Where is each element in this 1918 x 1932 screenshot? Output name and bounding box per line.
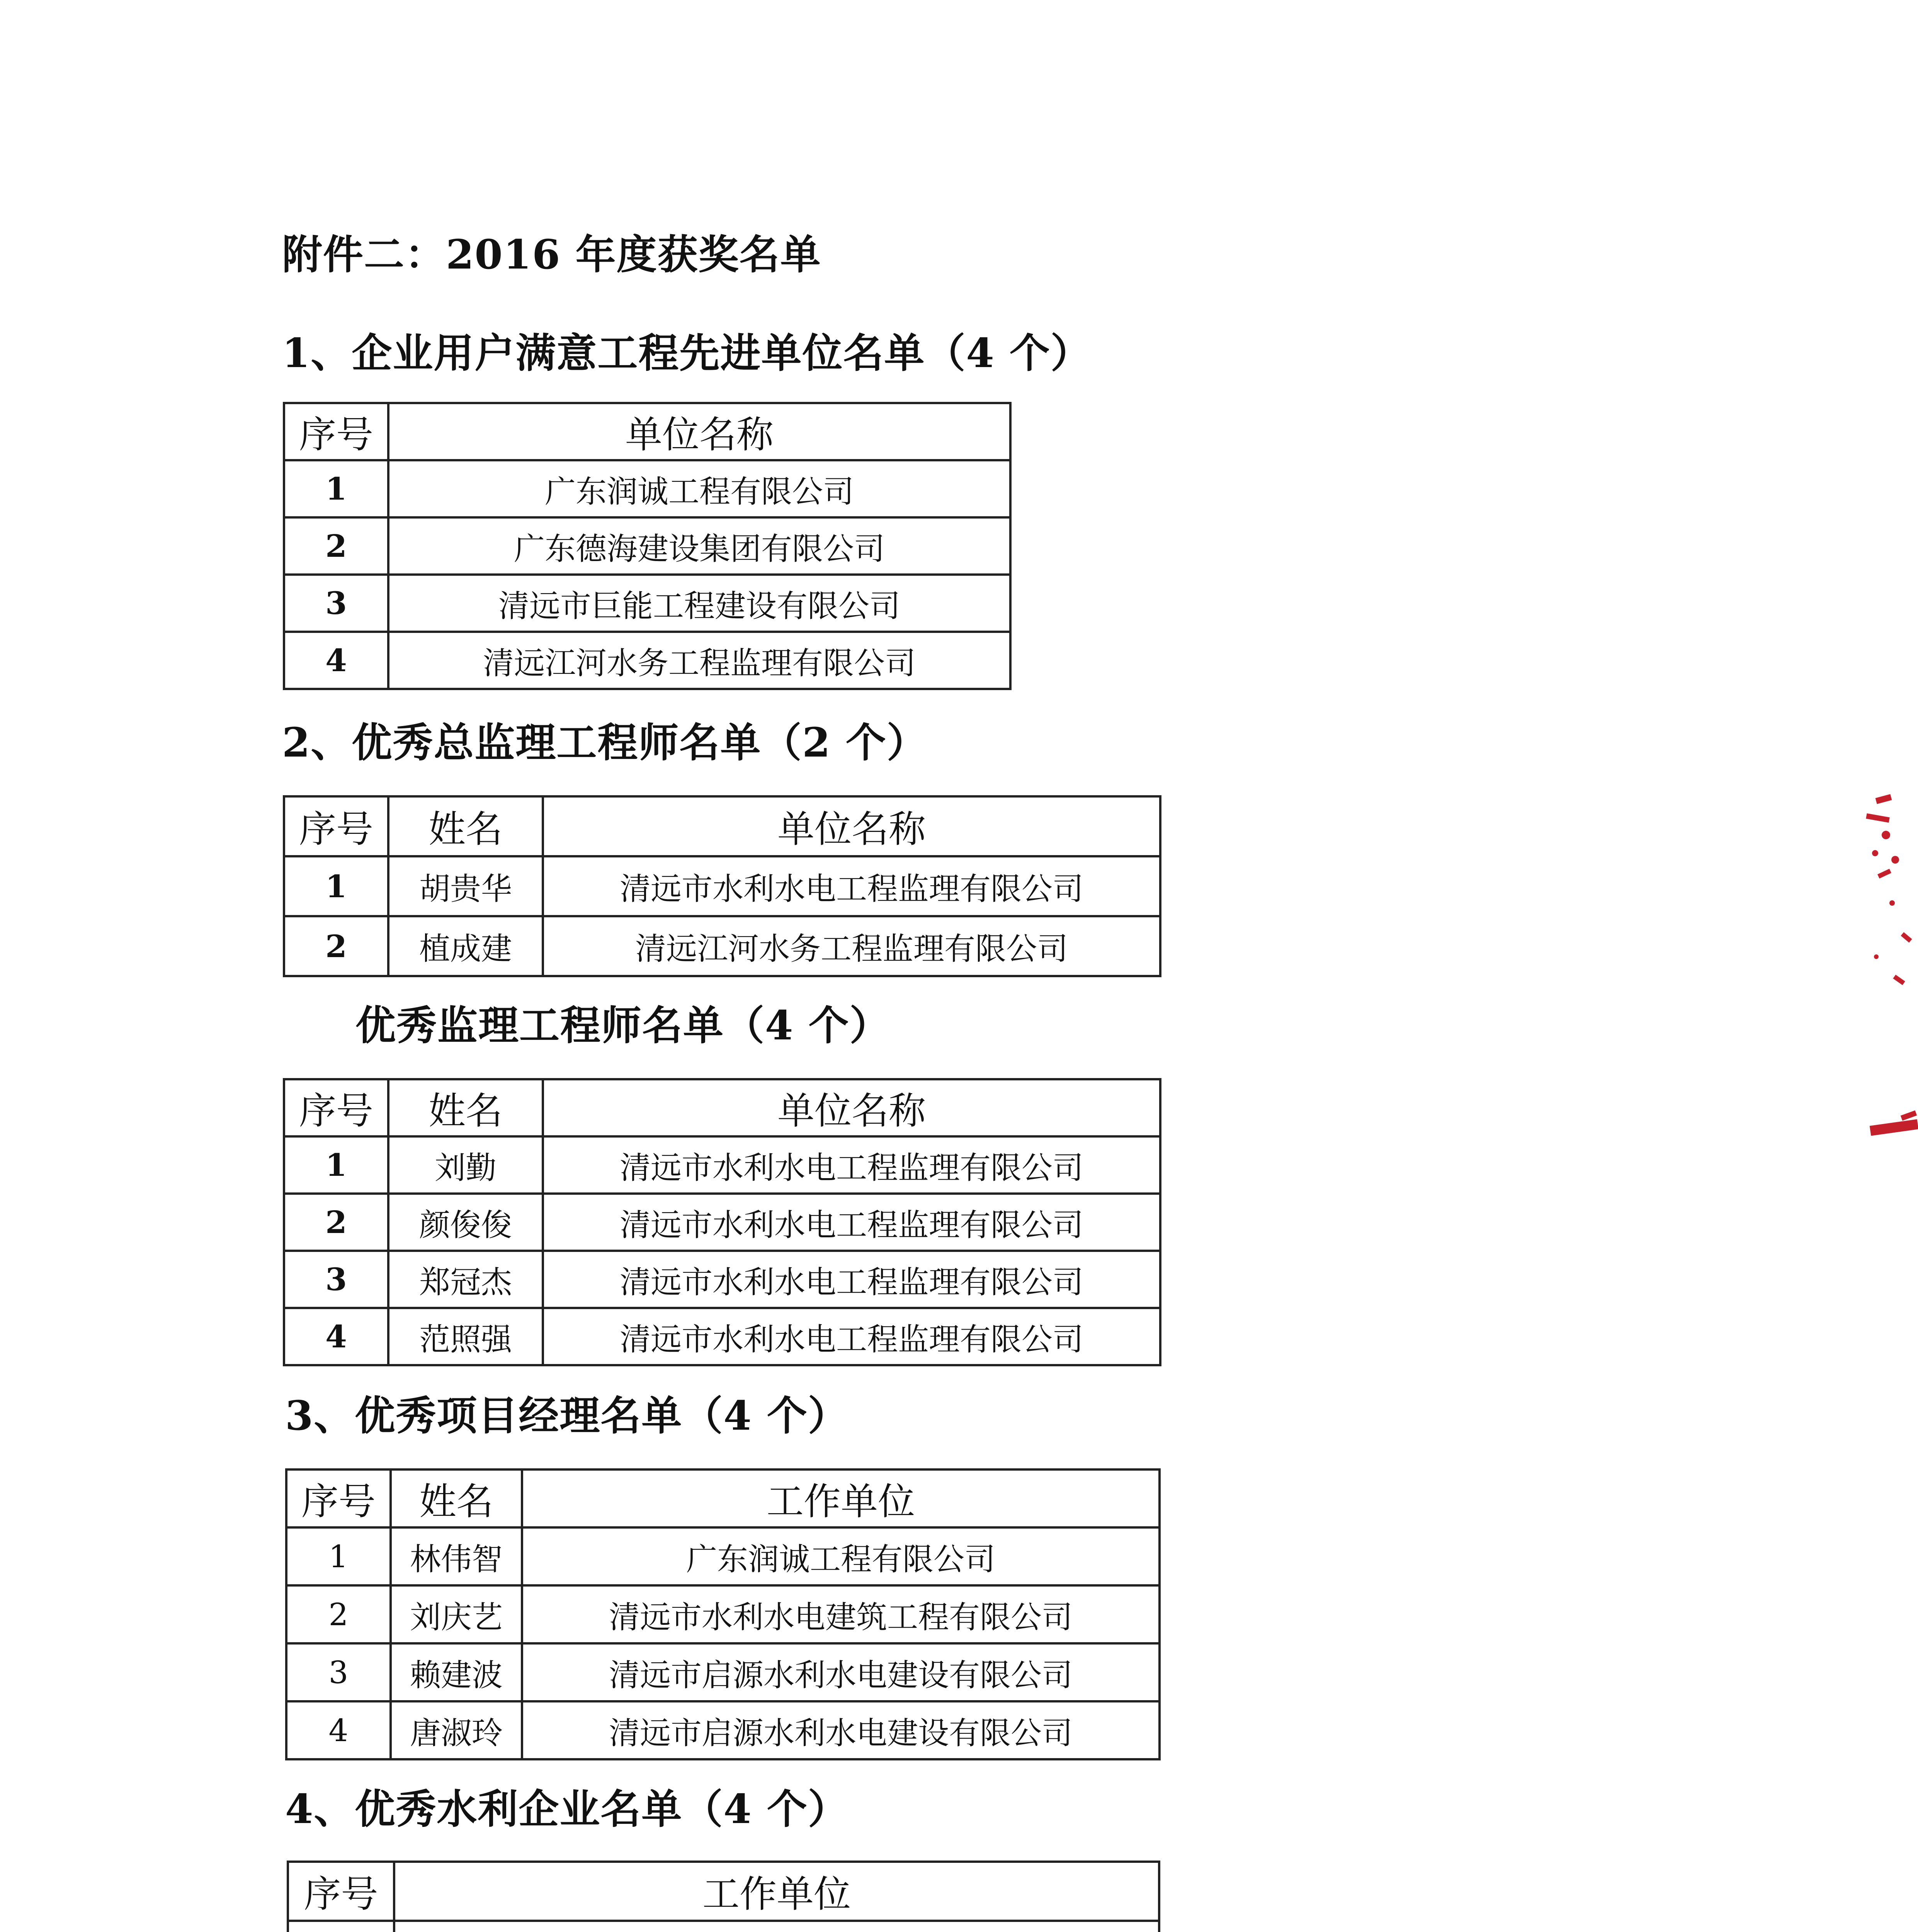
cell-unit: 广东德海建设集团有限公司 <box>388 517 1010 575</box>
header-unit: 单位名称 <box>388 403 1010 460</box>
header-index: 序号 <box>284 796 388 856</box>
table-row <box>284 575 1010 632</box>
cell-index: 4 <box>284 632 388 689</box>
cell-index: 2 <box>284 1194 388 1251</box>
cell-index: 3 <box>286 1643 391 1701</box>
cell-workplace: 广东润诚工程有限公司 <box>522 1527 1160 1585</box>
header-index: 序号 <box>284 1079 388 1136</box>
table-header-row <box>284 1079 1160 1136</box>
cell-name: 赖建波 <box>391 1643 522 1701</box>
table-row <box>284 460 1010 517</box>
cell-unit: 广东润诚工程有限公司 <box>388 460 1010 517</box>
cell-index: 2 <box>284 916 388 976</box>
header-workplace: 工作单位 <box>394 1862 1159 1921</box>
cell-index: 1 <box>284 856 388 916</box>
header-index: 序号 <box>286 1469 391 1527</box>
table-row <box>284 1308 1160 1365</box>
cell-unit: 清远市巨能工程建设有限公司 <box>388 575 1010 632</box>
cell-workplace <box>394 1921 1159 1932</box>
table-section-3 <box>285 1468 1161 1760</box>
cell-index: 2 <box>286 1585 391 1643</box>
table-row <box>284 856 1160 916</box>
table-header-row <box>284 403 1010 460</box>
cell-name: 范照强 <box>388 1308 543 1365</box>
cell-index: 3 <box>284 1251 388 1308</box>
cell-name: 植成建 <box>388 916 543 976</box>
seal-stamp-fragment <box>1855 773 1918 1179</box>
cell-index: 3 <box>284 575 388 632</box>
cell-unit: 清远江河水务工程监理有限公司 <box>543 916 1160 976</box>
header-name: 姓名 <box>391 1469 522 1527</box>
table-row <box>284 1194 1160 1251</box>
cell-unit: 清远市水利水电工程监理有限公司 <box>543 856 1160 916</box>
cell-name: 刘庆艺 <box>391 1585 522 1643</box>
cell-name: 颜俊俊 <box>388 1194 543 1251</box>
table-row <box>284 916 1160 976</box>
header-index: 序号 <box>284 403 388 460</box>
section-3-title: 3、优秀项目经理名单（4 个） <box>285 1392 849 1439</box>
table-row <box>284 1136 1160 1194</box>
header-unit: 单位名称 <box>543 796 1160 856</box>
cell-index: 1 <box>284 460 388 517</box>
table-section-1 <box>283 402 1012 690</box>
cell-name: 胡贵华 <box>388 856 543 916</box>
cell-name: 郑冠杰 <box>388 1251 543 1308</box>
cell-unit: 清远江河水务工程监理有限公司 <box>388 632 1010 689</box>
cell-name: 林伟智 <box>391 1527 522 1585</box>
table-header-row <box>286 1469 1160 1527</box>
cell-workplace: 清远市启源水利水电建设有限公司 <box>522 1701 1160 1759</box>
header-index: 序号 <box>288 1862 394 1921</box>
cell-index: 4 <box>286 1701 391 1759</box>
table-row <box>286 1585 1160 1643</box>
document-title: 附件二：2016 年度获奖名单 <box>282 231 821 278</box>
cell-index: 1 <box>286 1527 391 1585</box>
cell-unit: 清远市水利水电工程监理有限公司 <box>543 1194 1160 1251</box>
table-header-row <box>288 1862 1159 1921</box>
cell-index <box>288 1921 394 1932</box>
cell-index: 2 <box>284 517 388 575</box>
table-section-2b <box>283 1078 1161 1366</box>
section-1-title: 1、企业用户满意工程先进单位名单（4 个） <box>282 329 1092 377</box>
table-section-2 <box>283 795 1161 977</box>
header-unit: 单位名称 <box>543 1079 1160 1136</box>
cell-name: 刘勤 <box>388 1136 543 1194</box>
table-row <box>288 1921 1159 1932</box>
cell-unit: 清远市水利水电工程监理有限公司 <box>543 1136 1160 1194</box>
table-row <box>286 1701 1160 1759</box>
header-name: 姓名 <box>388 1079 543 1136</box>
cell-name: 唐淑玲 <box>391 1701 522 1759</box>
header-workplace: 工作单位 <box>522 1469 1160 1527</box>
cell-workplace: 清远市水利水电建筑工程有限公司 <box>522 1585 1160 1643</box>
table-section-4 <box>287 1861 1160 1932</box>
cell-unit: 清远市水利水电工程监理有限公司 <box>543 1251 1160 1308</box>
section-4-title: 4、优秀水利企业名单（4 个） <box>285 1785 849 1833</box>
table-row <box>284 1251 1160 1308</box>
table-row <box>284 632 1010 689</box>
cell-index: 4 <box>284 1308 388 1365</box>
table-row <box>284 517 1010 575</box>
table-row <box>286 1643 1160 1701</box>
cell-unit: 清远市水利水电工程监理有限公司 <box>543 1308 1160 1365</box>
table-header-row <box>284 796 1160 856</box>
cell-index: 1 <box>284 1136 388 1194</box>
table-row <box>286 1527 1160 1585</box>
section-2-title: 2、优秀总监理工程师名单（2 个） <box>282 719 928 766</box>
section-2b-title: 优秀监理工程师名单（4 个） <box>355 1002 891 1049</box>
cell-workplace: 清远市启源水利水电建设有限公司 <box>522 1643 1160 1701</box>
header-name: 姓名 <box>388 796 543 856</box>
